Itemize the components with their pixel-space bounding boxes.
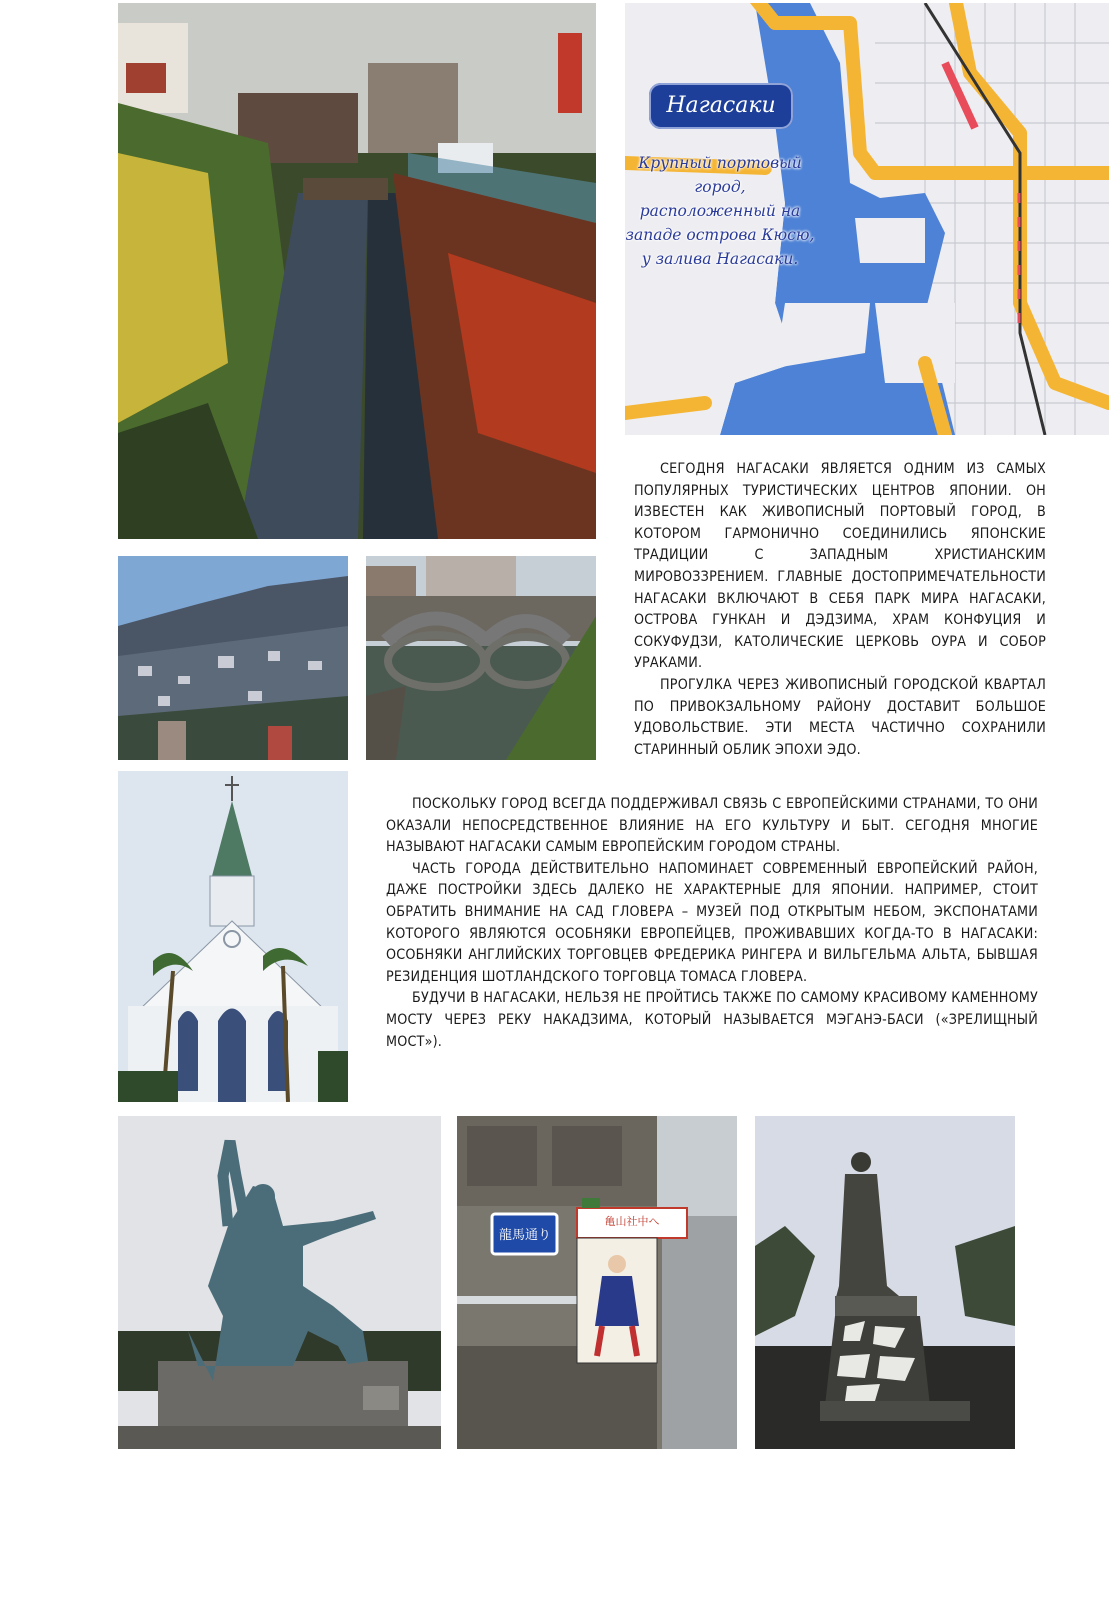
map-city-badge: Нагасаки <box>649 83 793 129</box>
megane-bridge-photo <box>366 556 596 760</box>
article-paragraph: ЧАСТЬ ГОРОДА ДЕЙСТВИТЕЛЬНО НАПОМИНАЕТ СОВРЕМЕННЫЙ ЕВРОПЕЙСКИЙ РАЙОН, ДАЖЕ ПОСТРОЙКИ ЗДЕСЬ ДАЛЕКО НЕ ХАРАКТЕРНЫЕ ДЛЯ ЯПОНИИ. НАПРИМЕР, СТОИТ ОБРАТИТЬ ВНИМАНИЕ НА САД ГЛОВЕРА – МУЗЕЙ ПОД ОТКРЫТЫМ НЕБОМ, ЭКСПОНАТАМИ КОТОРОГО ЯВЛЯЮТСЯ ОСОБНЯКИ ЕВРОПЕЙЦЕВ, ПРОЖИВАВШИХ КОГДА-ТО В НАГАСАКИ: ОСОБНЯКИ АНГЛИЙСКИХ ТОРГОВЦЕВ ФРЕДЕРИКА РИНГЕРА И ВИЛЬГЕЛЬМА АЛЬТА, БЫВШАЯ РЕЗИДЕНЦИЯ ШОТЛАНДСКОГО ТОРГОВЦА ТОМАСА ГЛОВЕРА. <box>386 860 1038 985</box>
direction-sign: 亀山社中へ <box>604 1215 660 1228</box>
canal-photo <box>118 3 596 539</box>
ryoma-street-photo <box>457 1116 737 1449</box>
article-paragraph: БУДУЧИ В НАГАСАКИ, НЕЛЬЗЯ НЕ ПРОЙТИСЬ ТАКЖЕ ПО САМОМУ КРАСИВОМУ КАМЕННОМУ МОСТУ ЧЕРЕЗ РЕКУ НАКАДЗИМА, КОТОРЫЙ НАЗЫВАЕТСЯ МЭГАНЭ-БАСИ («ЗРЕЛИЩНЫЙ МОСТ»). <box>386 990 1038 1050</box>
ryoma-monument-photo <box>755 1116 1015 1449</box>
oura-church-photo <box>118 771 348 1102</box>
nagasaki-map <box>625 3 1109 435</box>
article-paragraph: ПРОГУЛКА ЧЕРЕЗ ЖИВОПИСНЫЙ ГОРОДСКОЙ КВАРТАЛ ПО ПРИВОКЗАЛЬНОМУ РАЙОНУ ДОСТАВИТ БОЛЬШОЕ УДОВОЛЬСТВИЕ. ЭТИ МЕСТА ЧАСТИЧНО СОХРАНИЛИ СТАРИННЫЙ ОБЛИК ЭПОХИ ЭДО. <box>634 676 1046 758</box>
article-block-1 <box>634 459 1046 761</box>
article-block-2 <box>386 794 1038 1053</box>
city-panorama-photo <box>118 556 348 760</box>
article-paragraph: СЕГОДНЯ НАГАСАКИ ЯВЛЯЕТСЯ ОДНИМ ИЗ САМЫХ ПОПУЛЯРНЫХ ТУРИСТИЧЕСКИХ ЦЕНТРОВ ЯПОНИИ. ОН ИЗВЕСТЕН КАК ЖИВОПИСНЫЙ ПОРТОВЫЙ ГОРОД, В КОТОРОМ ГАРМОНИЧНО СОЕДИНИЛИСЬ ЯПОНСКИЕ ТРАДИЦИИ С ЗАПАДНЫМ ХРИСТИАНСКИМ МИРОВОЗЗРЕНИЕМ. ГЛАВНЫЕ ДОСТОПРИМЕЧАТЕЛЬНОСТИ НАГАСАКИ ВКЛЮЧАЮТ В СЕБЯ ПАРК МИРА НАГАСАКИ, ОСТРОВА ГУНКАН И ДЭДЗИМА, ХРАМ КОНФУЦИЯ И СОКУФУДЗИ, КАТОЛИЧЕСКИЕ ЦЕРКОВЬ ОУРА И СОБОР УРАКАМИ. <box>634 461 1046 672</box>
map-city-description: Крупный портовый город, расположенный на западе острова Кюсю, у залива Нагасаки. <box>625 154 815 268</box>
peace-statue-photo <box>118 1116 441 1449</box>
article-paragraph: ПОСКОЛЬКУ ГОРОД ВСЕГДА ПОДДЕРЖИВАЛ СВЯЗЬ С ЕВРОПЕЙСКИМИ СТРАНАМИ, ТО ОНИ ОКАЗАЛИ НЕПОСРЕДСТВЕННОЕ ВЛИЯНИЕ НА ЕГО КУЛЬТУРУ И БЫТ. СЕГОДНЯ МНОГИЕ НАЗЫВАЮТ НАГАСАКИ САМЫМ ЕВРОПЕЙСКИМ ГОРОДОМ СТРАНЫ. <box>386 796 1038 856</box>
street-sign: 龍馬通り <box>498 1228 551 1243</box>
